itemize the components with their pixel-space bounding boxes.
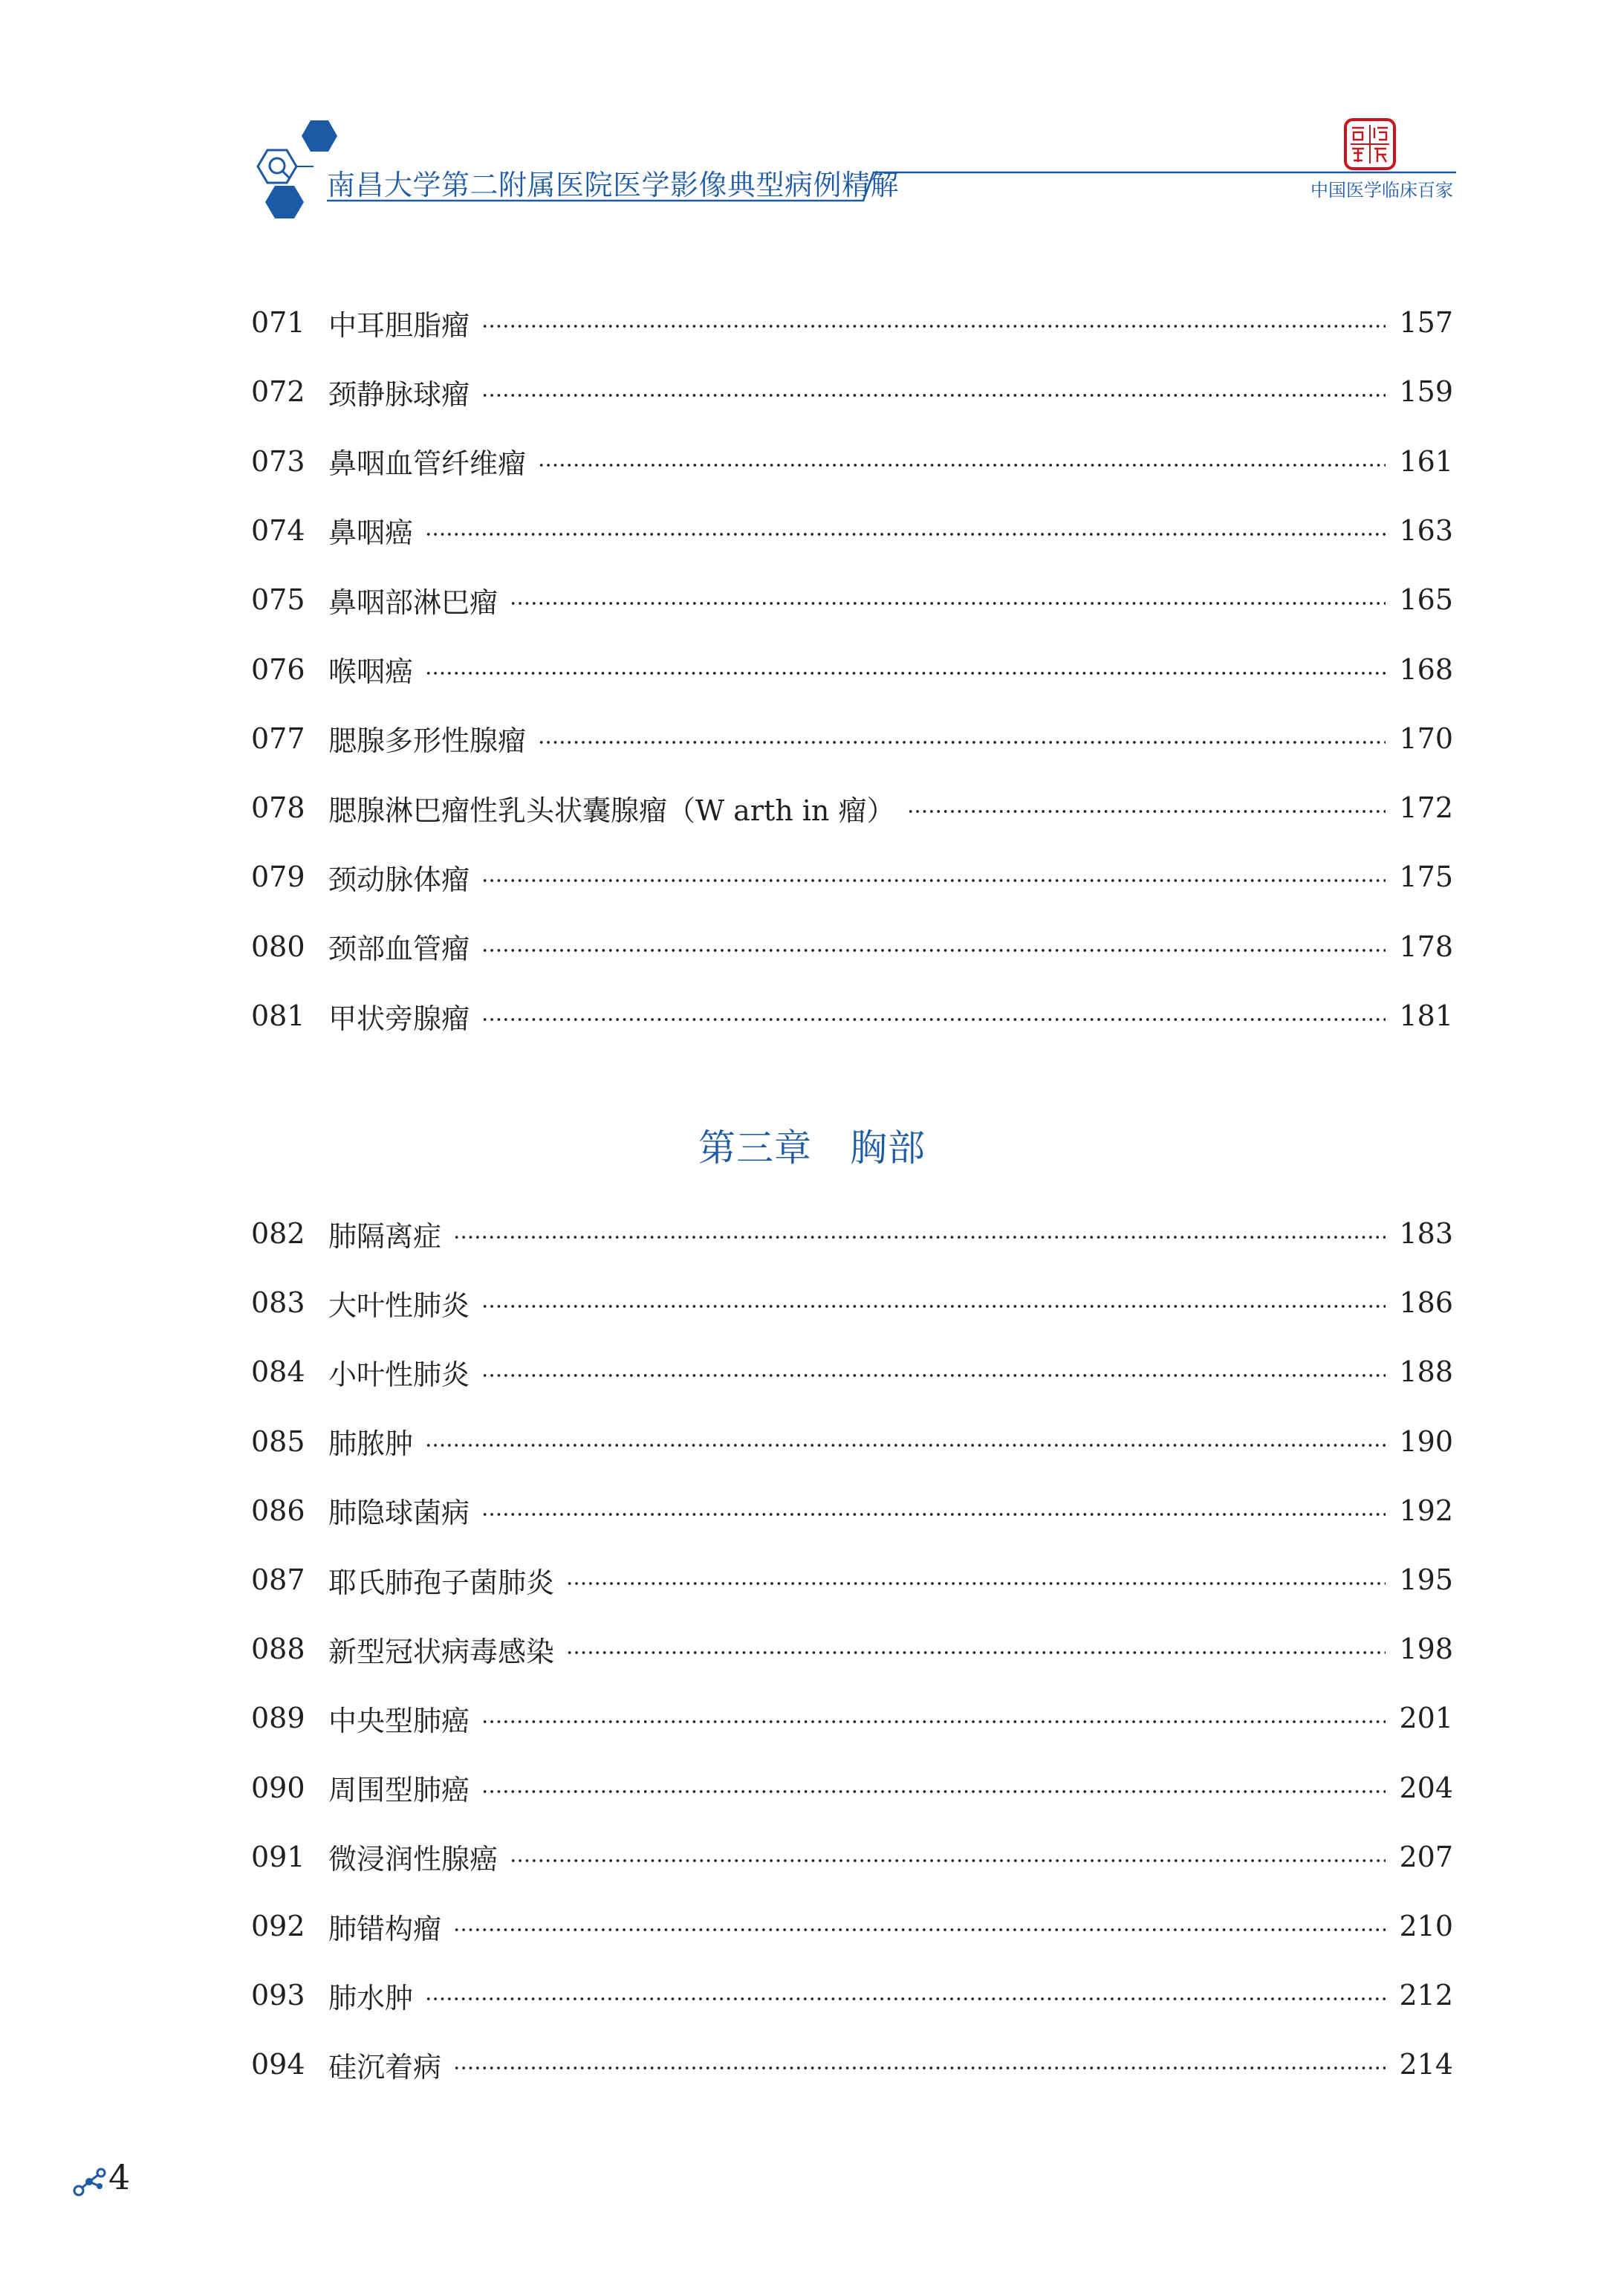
toc-entry-title: 耶氏肺孢子菌肺炎 <box>328 1566 555 1599</box>
toc-entry-title: 鼻咽癌 <box>328 516 414 550</box>
toc-dot-leader <box>425 533 1386 536</box>
toc-dot-leader <box>566 1651 1386 1654</box>
toc-entry-page: 186 <box>1399 1286 1453 1320</box>
toc-entry-number: 093 <box>251 1979 305 2012</box>
toc-entry-title: 颈静脉球瘤 <box>328 377 470 411</box>
toc-entry-number: 092 <box>251 1910 305 1942</box>
toc-entry-page: 192 <box>1399 1494 1453 1527</box>
toc-entry-number: 074 <box>251 513 305 547</box>
toc-dot-leader <box>481 325 1386 328</box>
toc-entry-title: 中耳胆脂瘤 <box>328 308 470 342</box>
toc-entry-page: 212 <box>1399 1979 1453 2012</box>
toc-entry-title: 肺隔离症 <box>328 1219 442 1253</box>
toc-dot-leader <box>425 672 1386 675</box>
toc-entry-page: 159 <box>1399 375 1453 409</box>
toc-entry-title: 甲状旁腺瘤 <box>328 1002 470 1035</box>
toc-entry-page: 165 <box>1399 583 1453 617</box>
toc-entry-number: 072 <box>251 375 305 409</box>
toc-entry-title: 腮腺淋巴瘤性乳头状囊腺瘤（W arth in 瘤） <box>328 794 895 827</box>
toc-entry-number: 091 <box>251 1840 305 1873</box>
toc-entry-page: 201 <box>1399 1702 1453 1735</box>
toc-entry <box>251 508 1453 553</box>
toc-entry-number: 082 <box>251 1217 305 1250</box>
toc-entry-number: 076 <box>251 652 305 686</box>
toc-entry-page: 188 <box>1399 1355 1453 1389</box>
toc-dot-leader <box>425 1444 1386 1447</box>
toc-entry-title: 喉咽癌 <box>328 655 414 688</box>
toc-dot-leader <box>481 1790 1386 1793</box>
toc-entry-number: 089 <box>251 1702 305 1735</box>
toc-entry-title: 肺水肿 <box>328 1981 414 2014</box>
toc-entry <box>251 300 1453 345</box>
toc-entry <box>251 439 1453 484</box>
toc-entry-title: 鼻咽血管纤维瘤 <box>328 447 527 481</box>
toc-entry <box>251 1973 1453 2017</box>
page-header <box>0 0 1624 238</box>
toc-dot-leader <box>481 1018 1386 1021</box>
toc-dot-leader <box>907 810 1386 813</box>
toc-entry <box>251 1211 1453 1256</box>
toc-entry <box>251 1488 1453 1533</box>
toc-entry <box>251 1419 1453 1464</box>
toc-entry-title: 肺隐球菌病 <box>328 1497 470 1530</box>
toc-entry-page: 207 <box>1399 1840 1453 1873</box>
toc-entry-page: 161 <box>1399 444 1453 478</box>
toc-entry <box>251 1904 1453 1948</box>
toc-dot-leader <box>481 1305 1386 1308</box>
toc-entry-number: 094 <box>251 2048 305 2081</box>
toc-entry <box>251 577 1453 622</box>
toc-entry-title: 颈动脉体瘤 <box>328 863 470 896</box>
toc-entry-title: 鼻咽部淋巴瘤 <box>328 586 498 619</box>
toc-entry-page: 195 <box>1399 1563 1453 1596</box>
toc-entry-number: 088 <box>251 1633 305 1666</box>
toc-entry <box>251 1349 1453 1394</box>
molecule-icon <box>73 2167 107 2197</box>
toc-dot-leader <box>481 949 1386 952</box>
toc-entry-number: 075 <box>251 583 305 617</box>
toc-entry <box>251 1835 1453 1879</box>
toc-entry-title: 颈部血管瘤 <box>328 933 470 966</box>
toc-entry-number: 077 <box>251 722 305 755</box>
toc-entry-title: 新型冠状病毒感染 <box>328 1635 555 1668</box>
toc-entry-title: 中央型肺癌 <box>328 1704 470 1737</box>
toc-entry-page: 214 <box>1399 2048 1453 2081</box>
toc-entry-number: 071 <box>251 306 305 339</box>
toc-entry-title: 腮腺多形性腺瘤 <box>328 725 527 758</box>
toc-entry-page: 168 <box>1399 652 1453 686</box>
toc-entry-number: 078 <box>251 791 305 825</box>
toc-dot-leader <box>481 1374 1386 1377</box>
toc-entry-title: 小叶性肺炎 <box>328 1358 470 1391</box>
toc-entry-page: 178 <box>1399 930 1453 963</box>
toc-dot-leader <box>453 1928 1386 1931</box>
toc-entry-title: 肺错构瘤 <box>328 1912 442 1945</box>
toc-dot-leader <box>538 464 1386 467</box>
toc-entry <box>251 716 1453 761</box>
page-number: 4 <box>108 2157 131 2197</box>
toc-entry-number: 087 <box>251 1563 305 1596</box>
toc-entry <box>251 785 1453 830</box>
toc-entry <box>251 1696 1453 1740</box>
toc-dot-leader <box>481 1513 1386 1516</box>
toc-entry-page: 204 <box>1399 1771 1453 1804</box>
toc-entry <box>251 647 1453 692</box>
series-name: 中国医学临床百家 <box>1310 180 1453 201</box>
toc-dot-leader <box>510 602 1386 605</box>
toc-entry <box>251 924 1453 969</box>
toc-entry-title: 微浸润性腺癌 <box>328 1843 498 1876</box>
toc-entry-page: 181 <box>1399 999 1453 1032</box>
toc-entry-page: 190 <box>1399 1424 1453 1458</box>
toc-entry-page: 172 <box>1399 791 1453 825</box>
seal-stamp-icon <box>1343 117 1397 171</box>
toc-dot-leader <box>453 2067 1386 2069</box>
toc-entry-number: 080 <box>251 930 305 963</box>
toc-entry <box>251 369 1453 414</box>
toc-entry-number: 085 <box>251 1424 305 1458</box>
toc-entry-page: 163 <box>1399 513 1453 547</box>
toc-entry-number: 084 <box>251 1355 305 1389</box>
toc-entry <box>251 1280 1453 1325</box>
toc-entry <box>251 1557 1453 1602</box>
toc-entry-page: 210 <box>1399 1910 1453 1942</box>
toc-entry-page: 157 <box>1399 306 1453 339</box>
toc-entry <box>251 2042 1453 2087</box>
toc-entry-page: 170 <box>1399 722 1453 755</box>
toc-dot-leader <box>481 394 1386 397</box>
toc-entry <box>251 1627 1453 1671</box>
toc-dot-leader <box>566 1582 1386 1585</box>
toc-dot-leader <box>510 1859 1386 1862</box>
toc-entry <box>251 855 1453 899</box>
toc-entry-page: 198 <box>1399 1633 1453 1666</box>
toc-entry-page: 175 <box>1399 860 1453 894</box>
toc-entry-title: 硅沉着病 <box>328 2050 442 2084</box>
toc-entry-title: 肺脓肿 <box>328 1427 414 1461</box>
toc-entry-title: 大叶性肺炎 <box>328 1289 470 1322</box>
toc-entry-number: 081 <box>251 999 305 1032</box>
chapter-heading: 第三章 胸部 <box>698 1127 926 1170</box>
toc-entry-number: 079 <box>251 860 305 894</box>
toc-dot-leader <box>538 741 1386 744</box>
toc-entry <box>251 993 1453 1038</box>
toc-entry-page: 183 <box>1399 1217 1453 1250</box>
toc-dot-leader <box>453 1236 1386 1239</box>
toc-entry <box>251 1766 1453 1810</box>
toc-entry-title: 周围型肺癌 <box>328 1774 470 1807</box>
toc-entry-number: 086 <box>251 1494 305 1527</box>
toc-dot-leader <box>481 879 1386 882</box>
toc-dot-leader <box>481 1720 1386 1723</box>
toc-entry-number: 083 <box>251 1286 305 1320</box>
toc-entry-number: 073 <box>251 444 305 478</box>
toc-dot-leader <box>425 1997 1386 2000</box>
book-title: 南昌大学第二附属医院医学影像典型病例精解 <box>327 169 900 201</box>
toc-entry-number: 090 <box>251 1771 305 1804</box>
